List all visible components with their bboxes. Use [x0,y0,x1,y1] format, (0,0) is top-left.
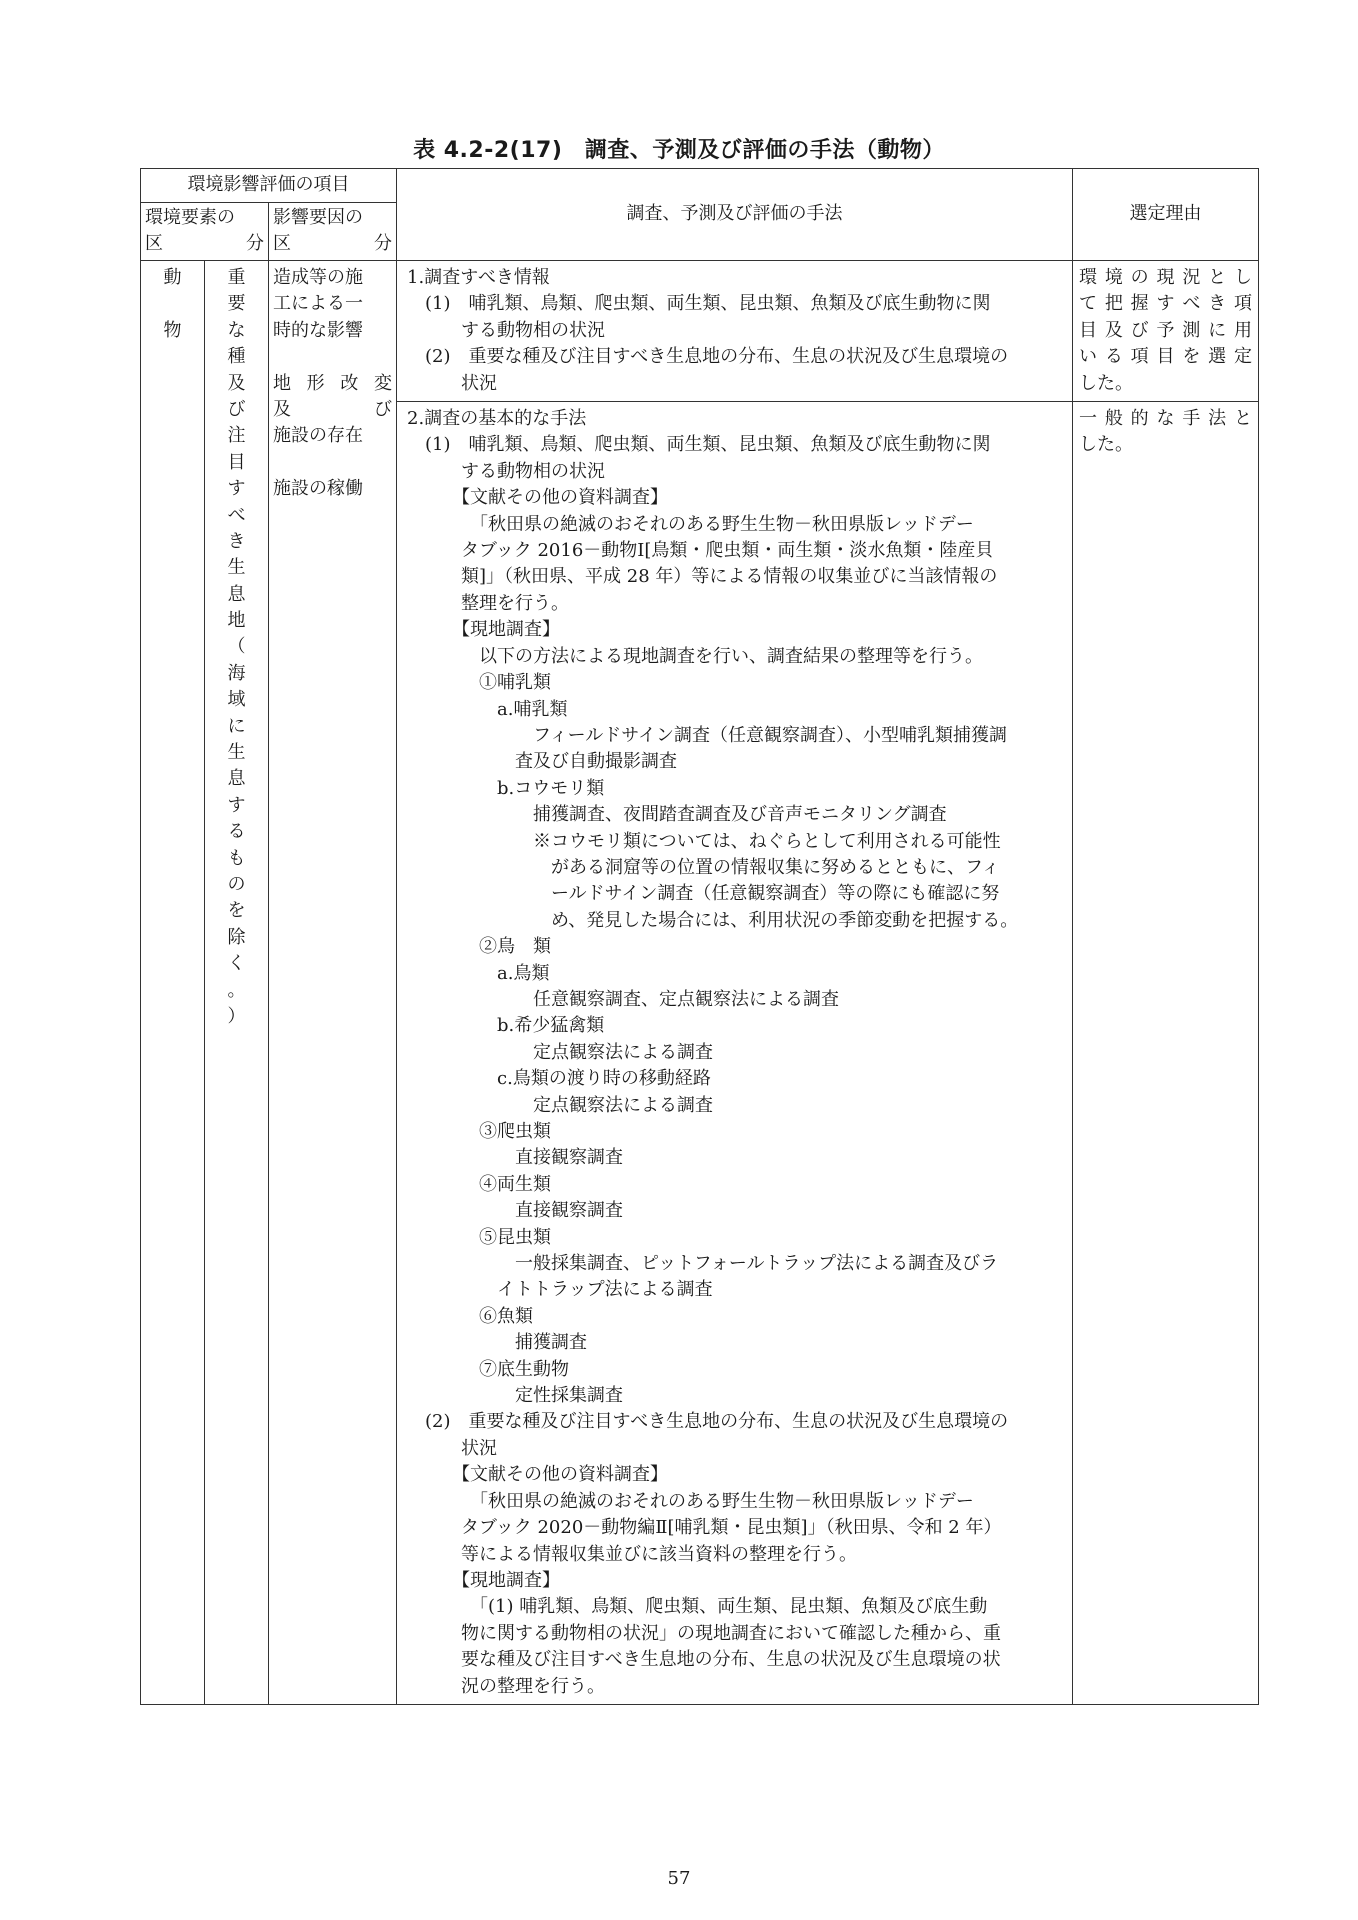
element-subcategory-cell: 重 要 な 種 及 び 注 目 す べ き 生 息 地 （ 海 域 に 生 息 す る も の を 除 く 。 ） [205,261,269,1705]
method-section-1: 1.調査すべき情報 (1) 哺乳類、鳥類、爬虫類、両生類、昆虫類、魚類及び底生動物に関 する動物相の状況 (2) 重要な種及び注目すべき生息地の分布、生息の状況及び生息環境の 状況 [397,261,1073,402]
page-title: 表 4.2-2(17) 調査、予測及び評価の手法（動物） [413,138,945,163]
impact-factor-cell: 造成等の施 工による一 時的な影響 地 形 改 変 及 び 施設の存在 施設の稼働 [269,261,397,1705]
element-category-cell: 動 物 [141,261,205,1705]
header-reason: 選定理由 [1073,169,1259,261]
page-number: 57 [667,1868,691,1889]
header-method: 調査、予測及び評価の手法 [397,169,1073,261]
header-environment-element: 環境要素の 区 分 [141,203,269,261]
header-assessment-items: 環境影響評価の項目 [141,169,397,203]
header-impact-factor: 影響要因の 区 分 [269,203,397,261]
reason-cell-2: 一 般 的 な 手 法 と した。 [1073,402,1259,1705]
assessment-method-table [140,168,1259,1705]
method-section-2: 2.調査の基本的な手法 (1) 哺乳類、鳥類、爬虫類、両生類、昆虫類、魚類及び底生動物に関 する動物相の状況 【文献その他の資料調査】 「秋田県の絶滅のおそれのある野生生物－秋田県版レッドデー タブック 2016－動物Ⅰ[鳥類・爬虫類・両生類・淡水魚類・陸産貝 類]」（秋田県、平成 28 年）等による情報の収集並びに当該情報の 整理を行う。 【現地調査】 以下の方法による現地調査を行い、調査結果の整理等を行う。 ①哺乳類 a.哺乳類 フィールドサイン調査（任意観察調査）、小型哺乳類捕獲調 査及び自動撮影調査 b.コウモリ類 捕獲調査、夜間踏査調査及び音声モニタリング調査 ※コウモリ類については、ねぐらとして利用される可能性 がある洞窟等の位置の情報収集に努めるとともに、フィ ールドサイン調査（任意観察調査）等の際にも確認に努 め、発見した場合には、利用状況の季節変動を把握する。 ②鳥 類 a.鳥類 任意観察調査、定点観察法による調査 b.希少猛禽類 定点観察法による調査 c.鳥類の渡り時の移動経路 定点観察法による調査 ③爬虫類 直接観察調査 ④両生類 直接観察調査 ⑤昆虫類 一般採集調査、ピットフォールトラップ法による調査及びラ イトトラップ法による調査 ⑥魚類 捕獲調査 ⑦底生動物 定性採集調査 (2) 重要な種及び注目すべき生息地の分布、生息の状況及び生息環境の 状況 【文献その他の資料調査】 「秋田県の絶滅のおそれのある野生生物－秋田県版レッドデー タブック 2020－動物編Ⅱ[哺乳類・昆虫類]」（秋田県、令和 2 年） 等による情報収集並びに該当資料の整理を行う。 【現地調査】 「(1) 哺乳類、鳥類、爬虫類、両生類、昆虫類、魚類及び底生動 物に関する動物相の状況」の現地調査において確認した種から、重 要な種及び注目すべき生息地の分布、生息の状況及び生息環境の状 況の整理を行う。 [397,402,1073,1705]
reason-cell-1: 環 境 の 現 況 と し て 把 握 す べ き 項 目 及 び 予 測 に 用 い る 項 目 を 選 定 した。 [1073,261,1259,402]
